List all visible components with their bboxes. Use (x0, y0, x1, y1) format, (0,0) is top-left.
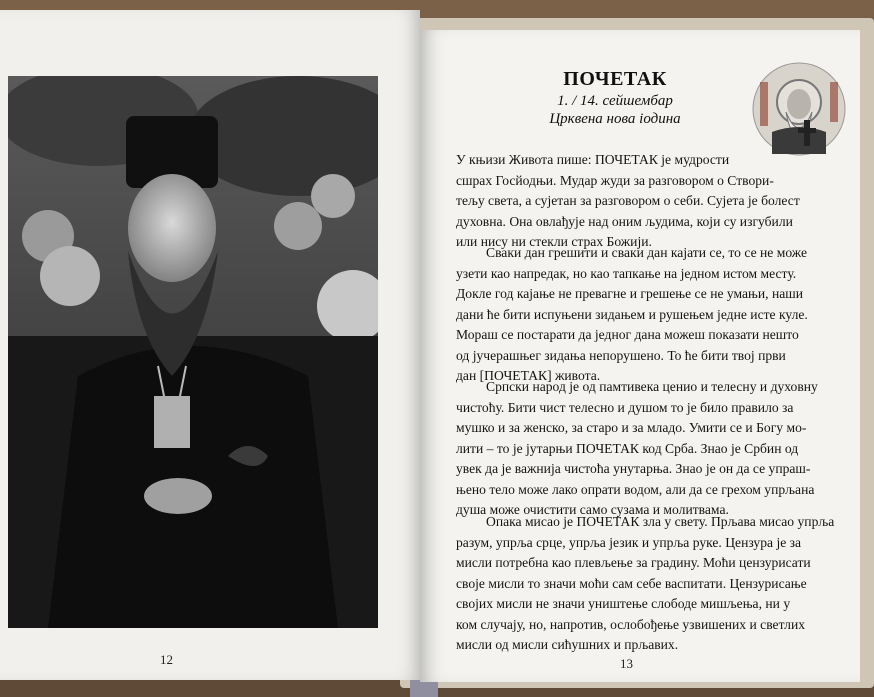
paragraph-3 (456, 377, 842, 521)
paragraph-2 (456, 243, 842, 387)
paragraph-4 (456, 512, 842, 656)
text-line: душа може очистити само сузама и молитвама. (456, 502, 729, 517)
text-line: својих мисли не значи уништење слободе мишљења, ни у (456, 596, 791, 611)
subtitle-line: Црквена нова іодина (549, 111, 681, 127)
page-title: ПОЧЕТАК (563, 68, 667, 90)
text-line: Мораш се постарати да једног дана можеш показати нешто (456, 327, 799, 342)
text-line: мушко и за женско, за старо и за младо. Умити се и Богу мо- (456, 420, 807, 435)
text-line: У књизи Живота пише: ПОЧЕТАК је мудрости (456, 152, 730, 167)
text-line: Опака мисао је ПОЧЕТАК зла у свету. Прљава мисао упрља (486, 514, 835, 529)
text-line: дани ће бити испуњени зидањем и рушењем једне исте куле. (456, 306, 808, 322)
text-line: сшрах Госйодњи. Мудар жуди за разговором о Створи- (456, 172, 774, 188)
text-line: дан [ПОЧЕТАК] живота. (456, 368, 601, 383)
left-page-number: 12 (160, 652, 173, 667)
text-line: мисли од мисли сићушних и прљавих. (456, 637, 679, 652)
text-line: увек да је важнија чистоћа унутарња. Знао је он да се упраш- (456, 461, 811, 476)
text-line: Сваки дан грешити и сваки дан кајати се, то се не може (486, 245, 808, 260)
text-line: чистоћу. Бити чист телесно и душом то је било правило за (456, 399, 794, 415)
date-line: 1. / 14. сейшембар (557, 93, 673, 109)
black-white-photo (8, 76, 378, 628)
text-line: Српски народ је од памтивека ценио и телесну и духовну (486, 379, 818, 394)
text-line: лити – то је јутарњи ПОЧЕТАК код Срба. Знао је Србин од (456, 440, 799, 456)
saint-icon (752, 62, 846, 156)
text-line: ком случају, но, напротив, ослобођење узвишених и светлих (456, 616, 806, 632)
text-line: од јучерашњег зидања непорушено. То ће бити твој први (456, 347, 786, 363)
text-line: мисли потребна као плевљење за градину. Моћи цензурисати (456, 555, 811, 570)
text-line: духовна. Она овлађује над оним људима, који су изгубили (456, 213, 793, 229)
text-line: Докле год кајање не превагне и грешење се не умањи, наши (456, 286, 804, 301)
text-line: узети као напредак, но као тапкање на једном истом месту. (456, 265, 797, 281)
text-line: тељу света, а сујетан за разговором о себи. Сујета је болест (456, 193, 800, 208)
text-line: разум, упрља срце, упрља језик и упрља руке. Цензура је за (456, 534, 802, 550)
paragraph-1 (456, 150, 842, 253)
text-line: њено тело може лако опрати водом, али да се грехом упрљана (456, 481, 815, 497)
reading-header (500, 68, 730, 128)
text-line: своје мисли то значи моћи сам себе васпитати. Цензурисање (456, 575, 807, 591)
right-page-number: 13 (620, 656, 633, 671)
text-line: или нису ни стекли страх Божији. (456, 234, 652, 249)
